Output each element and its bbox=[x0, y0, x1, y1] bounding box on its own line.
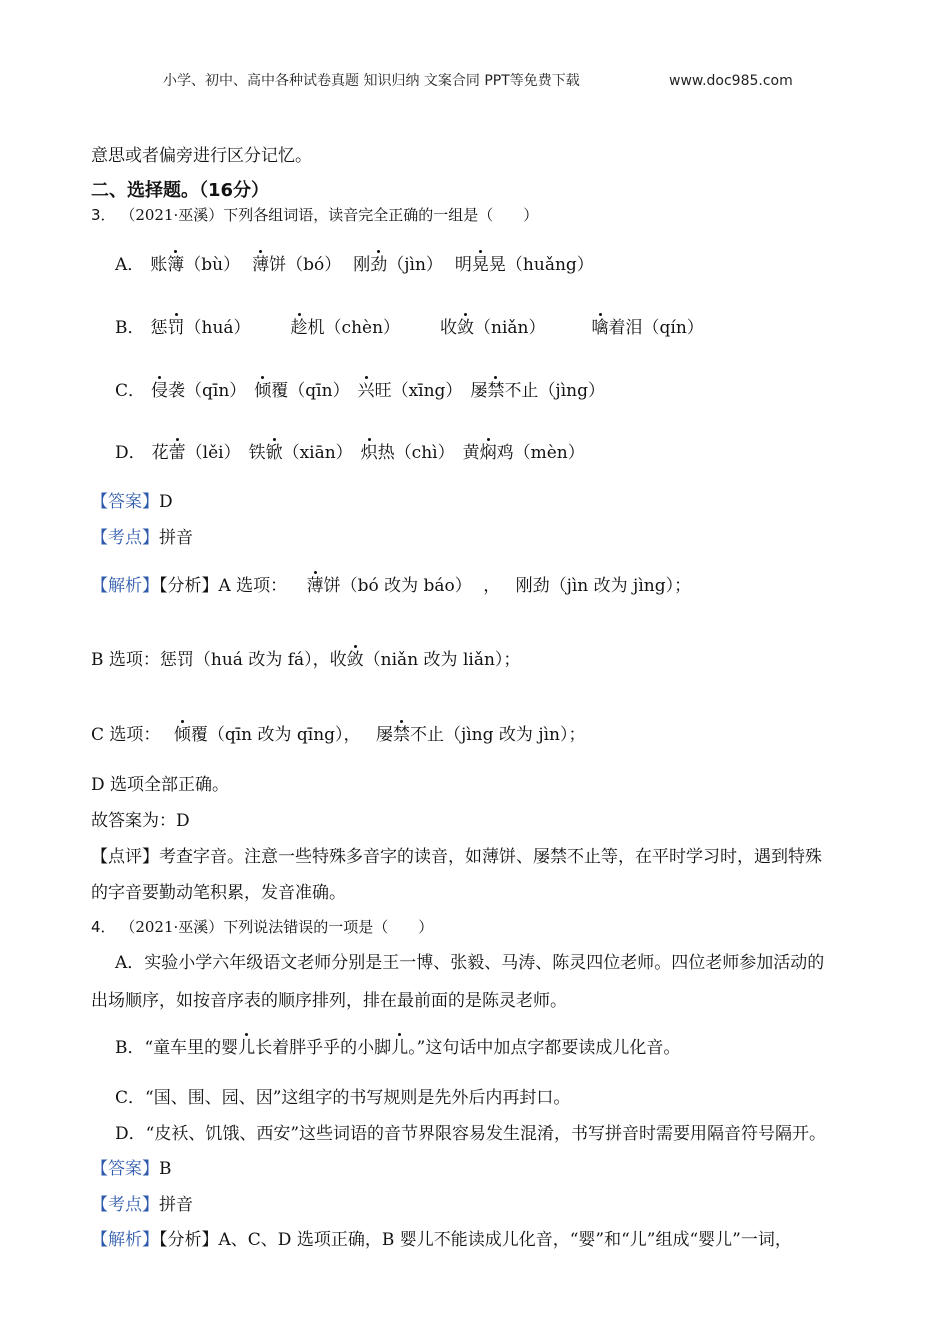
pinyin: （xiān） bbox=[282, 443, 353, 463]
pinyin: （chèn） bbox=[324, 318, 401, 338]
pinyin-item: 账簿（bù） bbox=[150, 255, 241, 275]
dotted-char: 薄 bbox=[252, 255, 270, 275]
dotted-char: 焖 bbox=[479, 443, 497, 463]
q4-point: 拼音 bbox=[159, 1195, 193, 1215]
pinyin-item: 花蕾（lěi） bbox=[151, 443, 241, 463]
dotted-char: 罚 bbox=[167, 318, 185, 338]
dotted-char: 劲 bbox=[370, 255, 388, 275]
q4-option-c: C．“国、围、园、因”这组字的书写规则是先外后内再封口。 bbox=[115, 1088, 571, 1108]
q4-b-post: 。”这句话中加点字都要读成儿化音。 bbox=[408, 1038, 681, 1058]
pinyin: （qīn） bbox=[288, 381, 350, 401]
dotted-char: 趁 bbox=[290, 318, 308, 338]
dotted-char: 蕾 bbox=[168, 443, 186, 463]
pinyin: （huá） bbox=[184, 318, 251, 338]
dotted-char: 禁 bbox=[392, 725, 410, 745]
q3-stem-line bbox=[91, 204, 538, 226]
point-tag: 【考点】 bbox=[91, 528, 159, 548]
q3-point: 拼音 bbox=[159, 528, 193, 548]
q3-comment-line2: 的字音要勤动笔积累，发音准确。 bbox=[91, 883, 346, 903]
q4-option-b bbox=[115, 1037, 680, 1059]
q4-point-line bbox=[91, 1194, 193, 1216]
q3-answer-line bbox=[91, 491, 173, 513]
analysis-a-sep: ， bbox=[483, 576, 501, 596]
pinyin: （niǎn） bbox=[474, 318, 546, 338]
q3-option-a bbox=[115, 254, 594, 276]
q4-option-a-line1: A．实验小学六年级语文老师分别是王一博、张毅、马涛、陈灵四位老师。四位老师参加活动的 bbox=[115, 953, 825, 973]
q4-analysis-line bbox=[91, 1229, 792, 1251]
pinyin-item: 惩罚（huá） bbox=[150, 318, 251, 338]
q3-answer: D bbox=[159, 492, 173, 512]
q4-answer: B bbox=[159, 1159, 172, 1179]
pinyin: （qín） bbox=[642, 318, 704, 338]
dotted-char: 敛 bbox=[457, 318, 475, 338]
dotted-char: 炽 bbox=[360, 443, 378, 463]
pinyin: （xīng） bbox=[391, 381, 463, 401]
pinyin-item: 趁机（chèn） bbox=[290, 318, 401, 338]
intro-line: 意思或者偏旁进行区分记忆。 bbox=[91, 146, 312, 166]
q3-source: （2021·巫溪） bbox=[120, 206, 224, 224]
q4-number: 4． bbox=[91, 918, 116, 936]
q3-point-line bbox=[91, 527, 193, 549]
q4-b-pre: B．“童车里的婴 bbox=[115, 1038, 239, 1058]
pinyin-item: 刚劲（jìn） bbox=[353, 255, 443, 275]
answer-tag: 【答案】 bbox=[91, 1159, 159, 1179]
pinyin: （mèn） bbox=[513, 443, 585, 463]
section-heading: 二、选择题。（16分） bbox=[91, 180, 270, 201]
q4-answer-line bbox=[91, 1158, 172, 1180]
pinyin-item: 黄焖鸡（mèn） bbox=[462, 443, 585, 463]
q4-analysis: 【分析】A、C、D 选项正确，B 婴儿不能读成儿化音，“婴”和“儿”组成“婴儿”一词， bbox=[159, 1230, 792, 1250]
pinyin-item: 明晃晃（huǎng） bbox=[454, 255, 594, 275]
q4-option-d: D．“皮袄、饥饿、西安”这些词语的音节界限容易发生混淆，书写拼音时需要用隔音符号隔开。 bbox=[115, 1124, 827, 1144]
dotted-char: 簿 bbox=[167, 255, 185, 275]
dotted-char: 倾 bbox=[173, 725, 191, 745]
analysis-c-word2-pre: 屡 bbox=[375, 725, 393, 745]
q3-option-b bbox=[115, 317, 704, 339]
header-site-text: www.doc985.com bbox=[669, 73, 793, 89]
pinyin-item: 薄饼（bó） bbox=[252, 255, 342, 275]
q4-option-a-line2: 出场顺序，如按音序表的顺序排列，排在最前面的是陈灵老师。 bbox=[91, 991, 567, 1011]
analysis-b-pre: B 选项：惩罚（huá 改为 fá），收 bbox=[91, 650, 347, 670]
q3-option-d bbox=[115, 442, 585, 464]
pinyin: （lěi） bbox=[185, 443, 241, 463]
point-tag: 【考点】 bbox=[91, 1195, 159, 1215]
q4-b-mid: 长着胖乎乎的小脚 bbox=[255, 1038, 392, 1058]
dotted-char: 儿 bbox=[391, 1038, 409, 1058]
pinyin-item: 炽热（chì） bbox=[360, 443, 455, 463]
analysis-tag: 【解析】 bbox=[91, 1230, 159, 1250]
header-title: 小学、初中、高中各种试卷真题 知识归纳 文案合同 PPT等免费下载 bbox=[163, 73, 580, 89]
dotted-char: 晃 bbox=[471, 255, 489, 275]
dotted-char: 侵 bbox=[151, 381, 169, 401]
pinyin: （huǎng） bbox=[505, 255, 594, 275]
q3-analysis-c bbox=[91, 724, 585, 746]
pinyin: （jìng） bbox=[538, 381, 605, 401]
option-label: A． bbox=[115, 255, 145, 275]
q3-analysis-b bbox=[91, 649, 520, 671]
dotted-char: 兴 bbox=[357, 381, 375, 401]
pinyin: （jìn） bbox=[387, 255, 443, 275]
pinyin: （bù） bbox=[184, 255, 241, 275]
pinyin-item: 铁锨（xiān） bbox=[248, 443, 353, 463]
pinyin: （bó） bbox=[286, 255, 342, 275]
header-site[interactable] bbox=[669, 70, 793, 92]
comment-text-1: 考查字音。注意一些特殊多音字的读音，如薄饼、屡禁不止等，在平时学习时，遇到特殊 bbox=[159, 847, 822, 867]
dotted-char: 噙 bbox=[591, 318, 609, 338]
analysis-c-pre: C 选项： bbox=[91, 725, 161, 745]
dotted-char: 禁 bbox=[487, 381, 505, 401]
q3-option-c bbox=[115, 380, 605, 402]
q3-comment-line1 bbox=[91, 846, 822, 868]
q3-analysis-a bbox=[91, 575, 691, 597]
pinyin: （qīn） bbox=[185, 381, 247, 401]
pinyin-item: 噙着泪（qín） bbox=[591, 318, 704, 338]
analysis-a-label: 【分析】A 选项： bbox=[159, 576, 288, 596]
option-label: D． bbox=[115, 443, 146, 463]
dotted-char: 敛 bbox=[346, 650, 364, 670]
pinyin: （chì） bbox=[394, 443, 455, 463]
analysis-b-post: （niǎn 改为 liǎn）； bbox=[363, 650, 521, 670]
page-header bbox=[163, 70, 580, 92]
dotted-char: 薄 bbox=[306, 576, 324, 596]
option-label: B． bbox=[115, 318, 145, 338]
answer-tag: 【答案】 bbox=[91, 492, 159, 512]
analysis-tag: 【解析】 bbox=[91, 576, 159, 596]
dotted-char: 锨 bbox=[265, 443, 283, 463]
analysis-a-word1: 饼（bó 改为 báo） bbox=[323, 576, 472, 596]
pinyin-item: 屡禁不止（jìng） bbox=[470, 381, 605, 401]
dotted-char: 倾 bbox=[254, 381, 272, 401]
dotted-char: 儿 bbox=[238, 1038, 256, 1058]
q4-stem: 下列说法错误的一项是（ ） bbox=[223, 918, 434, 936]
pinyin-item: 兴旺（xīng） bbox=[357, 381, 463, 401]
q3-stem: 下列各组词语，读音完全正确的一组是（ ） bbox=[223, 206, 539, 224]
q3-conclusion: 故答案为：D bbox=[91, 811, 190, 831]
analysis-a-word2: 刚劲（jìn 改为 jìng）； bbox=[515, 576, 692, 596]
pinyin-item: 侵袭（qīn） bbox=[151, 381, 247, 401]
option-label: C． bbox=[115, 381, 146, 401]
analysis-c-word2-post: 不止（jìng 改为 jìn）； bbox=[409, 725, 586, 745]
pinyin-item: 收敛（niǎn） bbox=[440, 318, 546, 338]
q3-number: 3． bbox=[91, 206, 116, 224]
q3-analysis-d: D 选项全部正确。 bbox=[91, 775, 230, 795]
analysis-c-word1: 覆（qīn 改为 qīng）， bbox=[190, 725, 361, 745]
q4-stem-line bbox=[91, 916, 433, 938]
q4-source: （2021·巫溪） bbox=[120, 918, 224, 936]
pinyin-item: 倾覆（qīn） bbox=[254, 381, 350, 401]
comment-tag: 【点评】 bbox=[91, 847, 159, 867]
